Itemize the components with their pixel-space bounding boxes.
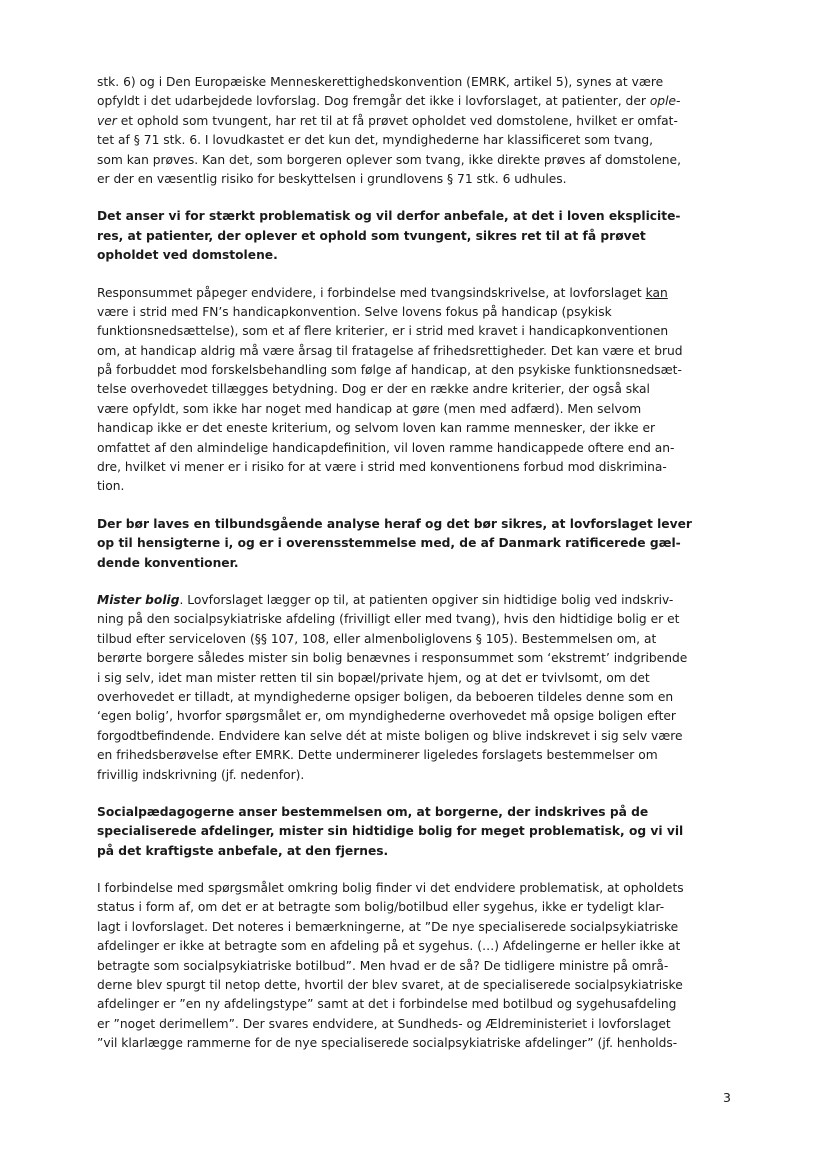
- text-line: [97, 92, 741, 111]
- text-segment: dende konventioner.: [97, 555, 239, 570]
- text-line: [97, 439, 741, 458]
- text-segment: . Lovforslaget lægger op til, at patienten opgiver sin hidtidige bolig ved indskriv-: [179, 592, 674, 607]
- text-segment: Der bør laves en tilbundsgående analyse heraf og det bør sikres, at lovforslaget lever: [97, 516, 692, 531]
- text-segment: frivillig indskrivning (jf. nedenfor).: [97, 767, 305, 782]
- text-segment: opholdet ved domstolene.: [97, 248, 278, 263]
- text-line: [97, 380, 741, 399]
- text-line: [97, 207, 741, 226]
- text-segment: ”vil klarlægge rammerne for de nye specialiserede socialpsykiatriske afdelinger” (jf. henholds-: [97, 1036, 678, 1051]
- text-segment: afdelinger er ikke at betragte som en afdeling på et sygehus. (…) Afdelingerne er heller ikke at: [97, 939, 681, 954]
- text-line: [97, 707, 741, 726]
- text-segment: om, at handicap aldrig må være årsag til fratagelse af frihedsrettigheder. Det kan være et brud: [97, 343, 683, 358]
- text-segment: derne blev spurgt til netop dette, hvortil der blev svaret, at de specialiserede socialpsykiatriske: [97, 978, 683, 993]
- text-segment: tilbud efter serviceloven (§§ 107, 108, eller almenboliglovens § 105). Bestemmelsen om, at: [97, 631, 657, 646]
- text-segment: tion.: [97, 479, 125, 494]
- text-segment: Responsummet påpeger endvidere, i forbindelse med tvangsindskrivelse, at lovforslaget: [97, 285, 646, 300]
- text-segment: handicap ikke er det eneste kriterium, og selvom loven kan ramme mennesker, der ikke er: [97, 421, 656, 436]
- bold-paragraph: [97, 515, 741, 573]
- paragraph: [97, 879, 741, 1054]
- text-segment: opfyldt i det udarbejdede lovforslag. Dog fremgår det ikke i lovforslaget, at patienter, der: [97, 94, 650, 109]
- text-segment: op til hensigterne i, og er i overensstemmelse med, de af Danmark ratificerede gæl-: [97, 536, 681, 551]
- bold-paragraph: [97, 803, 741, 861]
- emphasis-italic: ople-: [649, 94, 681, 109]
- text-segment: stk. 6) og i Den Europæiske Menneskerettighedskonvention (EMRK, artikel 5), synes at være: [97, 75, 664, 89]
- text-line: [97, 995, 741, 1014]
- text-segment: i sig selv, idet man mister retten til sin bopæl/private hjem, og at det er tvivlsomt, om det: [97, 670, 650, 685]
- text-line: [97, 688, 741, 707]
- text-segment: telse overhovedet tillægges betydning. Dog er der en række andre kriterier, der også skal: [97, 382, 650, 397]
- text-line: [97, 361, 741, 380]
- text-line: [97, 419, 741, 438]
- text-line: [97, 630, 741, 649]
- text-segment: I forbindelse med spørgsmålet omkring bolig finder vi det endvidere problematisk, at opholdets: [97, 881, 684, 896]
- emphasis-bolditalic: Mister bolig: [97, 592, 180, 607]
- text-segment: res, at patienter, der oplever et ophold som tvungent, sikres ret til at få prøvet: [97, 228, 646, 243]
- text-line: [97, 918, 741, 937]
- text-line: [97, 400, 741, 419]
- text-line: [97, 898, 741, 917]
- text-segment: ‘egen bolig’, hvorfor spørgsmålet er, om myndighederne overhovedet må opsige boligen efter: [97, 709, 676, 724]
- text-segment: dre, hvilket vi mener er i risiko for at være i strid med konventionens forbud mod diskrimina-: [97, 460, 667, 475]
- text-line: [97, 554, 741, 573]
- text-line: [97, 766, 741, 785]
- text-segment: på forbuddet mod forskelsbehandling som følge af handicap, at den psykiske funktionsnedsæt-: [97, 363, 682, 378]
- text-segment: er ”noget derimellem”. Der svares endvidere, at Sundheds- og Ældreministeriet i lovforslaget: [97, 1016, 671, 1031]
- paragraph: [97, 284, 741, 497]
- text-line: [97, 112, 741, 131]
- text-line: [97, 227, 741, 246]
- emphasis-italic: ver: [97, 113, 117, 128]
- text-line: [97, 610, 741, 629]
- page-number: 3: [723, 1090, 731, 1105]
- text-line: [97, 151, 741, 170]
- text-line: [97, 303, 741, 322]
- text-line: [97, 727, 741, 746]
- paragraph: [97, 73, 741, 189]
- text-line: [97, 937, 741, 956]
- text-line: [97, 131, 741, 150]
- text-segment: ning på den socialpsykiatriske afdeling (frivilligt eller med tvang), hvis den hidtidige bolig er et: [97, 612, 680, 627]
- text-line: [97, 1034, 741, 1053]
- paragraph: [97, 591, 741, 785]
- text-segment: være opfyldt, som ikke har noget med handicap at gøre (men med adfærd). Men selvom: [97, 401, 642, 416]
- text-segment: Socialpædagogerne anser bestemmelsen om, at borgerne, der indskrives på de: [97, 804, 649, 819]
- text-line: [97, 746, 741, 765]
- text-segment: overhovedet er tilladt, at myndighederne opsiger boligen, da beboeren tildeles denne som en: [97, 689, 674, 704]
- text-segment: er der en væsentlig risiko for beskyttelsen i grundlovens § 71 stk. 6 udhules.: [97, 171, 567, 186]
- text-segment: lagt i lovforslaget. Det noteres i bemærkningerne, at ”De nye specialiserede socialpsykiatriske: [97, 919, 679, 934]
- text-segment: som kan prøves. Kan det, som borgeren oplever som tvang, ikke direkte prøves af domstolene,: [97, 152, 681, 167]
- text-segment: forgodtbefindende. Endvidere kan selve dét at miste boligen og blive indskrevet i sig selv være: [97, 728, 683, 743]
- text-segment: Det anser vi for stærkt problematisk og vil derfor anbefale, at det i loven eksplicite-: [97, 209, 681, 224]
- text-line: [97, 73, 741, 92]
- bold-paragraph: [97, 207, 741, 265]
- text-line: [97, 842, 741, 861]
- text-segment: omfattet af den almindelige handicapdefinition, vil loven ramme handicappede oftere end an-: [97, 440, 675, 455]
- text-line: [97, 957, 741, 976]
- text-segment: tet af § 71 stk. 6. I lovudkastet er det kun det, myndighederne har klassificeret som tvang,: [97, 133, 654, 148]
- text-line: [97, 1015, 741, 1034]
- text-line: [97, 669, 741, 688]
- text-segment: en frihedsberøvelse efter EMRK. Dette underminerer ligeledes forslagets bestemmelser om: [97, 748, 658, 763]
- emphasis-underline: kan: [645, 285, 668, 300]
- text-line: [97, 322, 741, 341]
- text-line: [97, 246, 741, 265]
- text-segment: berørte borgere således mister sin bolig benævnes i responsummet som ‘ekstremt’ indgribende: [97, 651, 688, 666]
- text-line: [97, 477, 741, 496]
- text-segment: et ophold som tvungent, har ret til at få prøvet opholdet ved domstolene, hvilket er omfat-: [116, 113, 678, 128]
- text-line: [97, 879, 741, 898]
- text-line: [97, 976, 741, 995]
- text-line: [97, 534, 741, 553]
- text-segment: være i strid med FN’s handicapkonvention. Selve lovens fokus på handicap (psykisk: [97, 304, 612, 319]
- text-segment: specialiserede afdelinger, mister sin hidtidige bolig for meget problematisk, og vi vil: [97, 824, 684, 839]
- text-line: [97, 342, 741, 361]
- text-line: [97, 822, 741, 841]
- text-segment: på det kraftigste anbefale, at den fjernes.: [97, 843, 389, 858]
- text-segment: funktionsnedsættelse), som et af flere kriterier, er i strid med kravet i handicapkonventionen: [97, 324, 669, 339]
- text-line: [97, 803, 741, 822]
- text-line: [97, 649, 741, 668]
- text-segment: betragte som socialpsykiatriske botilbud”. Men hvad er de så? De tidligere ministre på områ-: [97, 958, 669, 973]
- document-page: [97, 73, 741, 1054]
- text-line: [97, 170, 741, 189]
- text-line: [97, 284, 741, 303]
- text-segment: afdelinger er ”en ny afdelingstype” samt at det i forbindelse med botilbud og sygehusafdeling: [97, 997, 677, 1012]
- text-segment: status i form af, om det er at betragte som bolig/botilbud eller sygehus, ikke er tydeligt klar-: [97, 900, 665, 915]
- text-line: [97, 515, 741, 534]
- text-line: [97, 458, 741, 477]
- text-line: [97, 591, 741, 610]
